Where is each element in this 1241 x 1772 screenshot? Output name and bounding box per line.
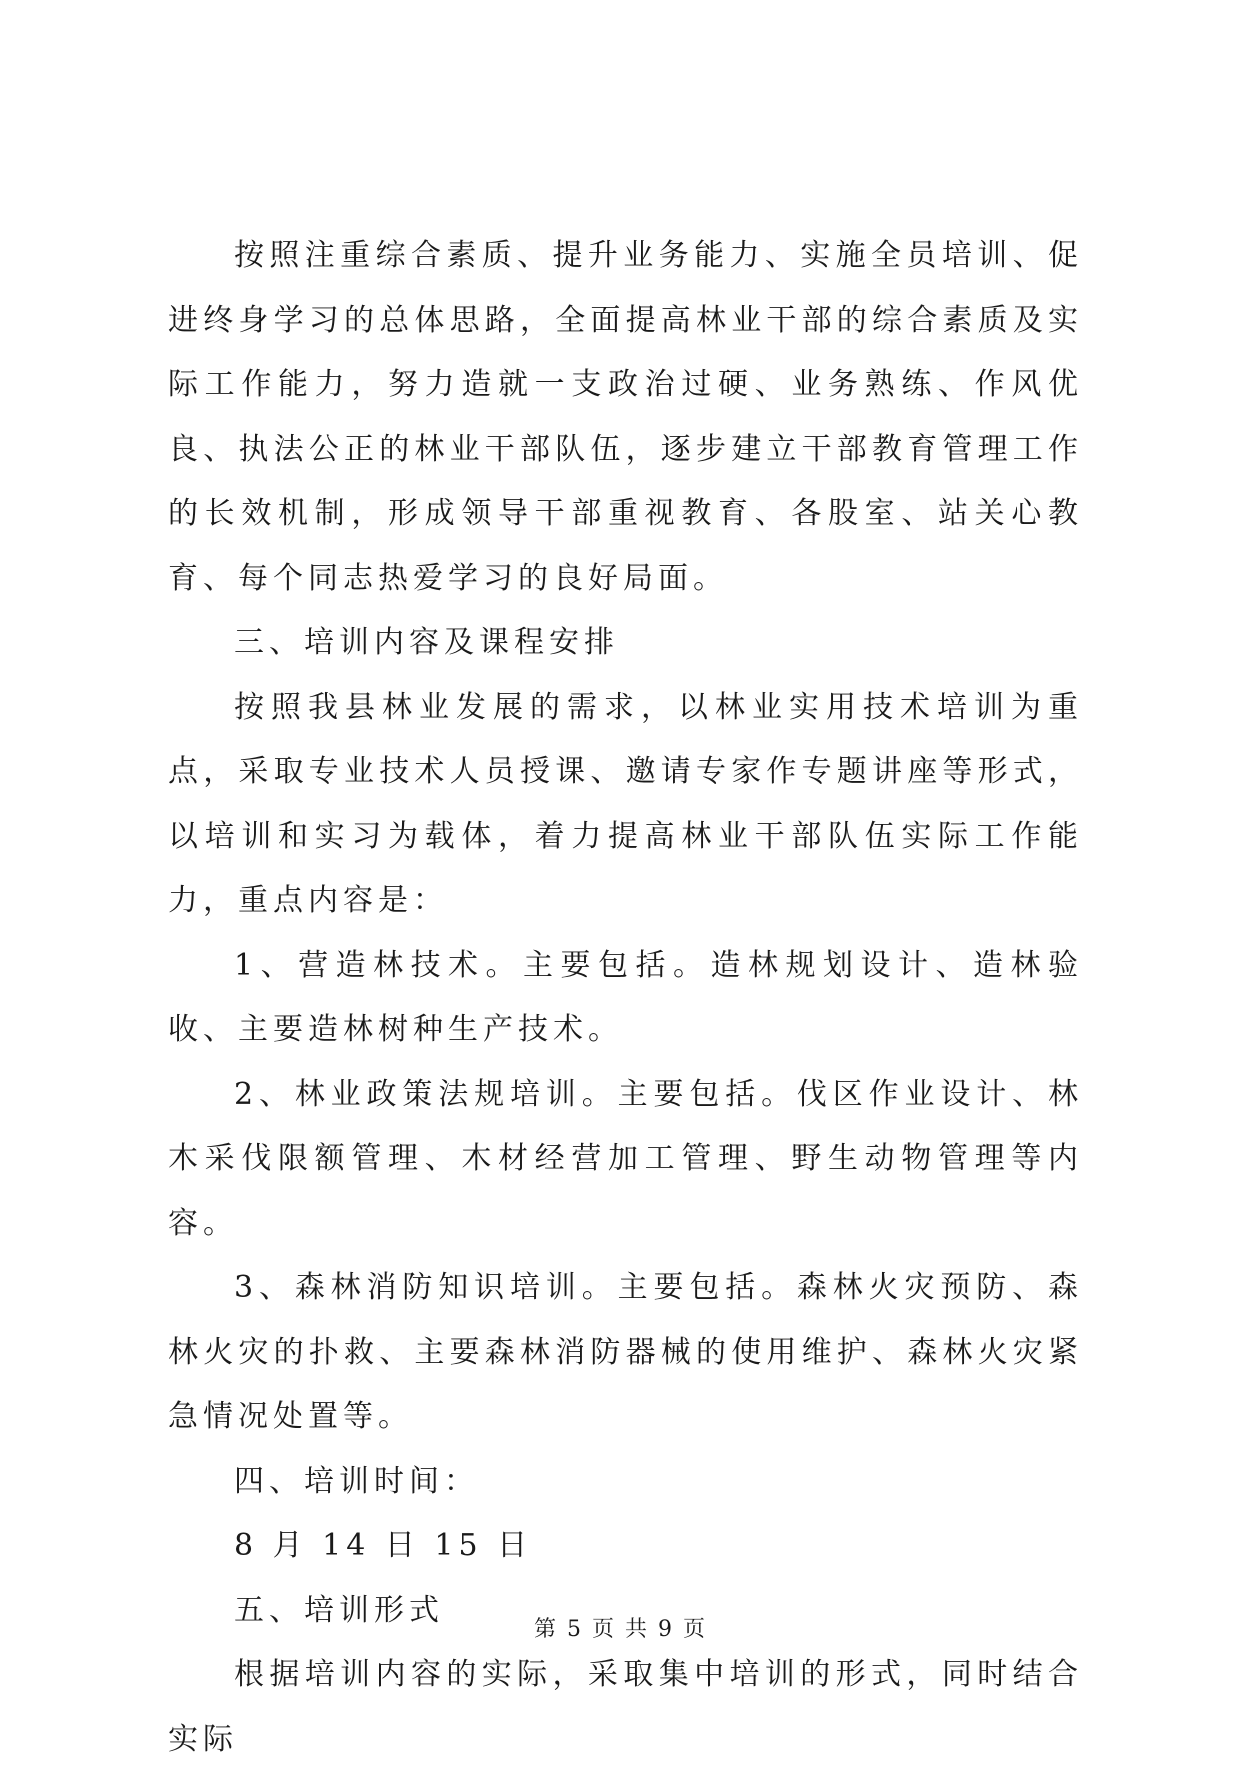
paragraph-general-approach: 按照注重综合素质、提升业务能力、实施全员培训、促进终身学习的总体思路，全面提高林业干部的综合素质及实际工作能力，努力造就一支政治过硬、业务熟练、作风优良、执法公正的林业干部队伍，逐步建立干部教育管理工作的长效机制，形成领导干部重视教育、各股室、站关心教育、每个同志热爱学习的良好局面。	[168, 238, 1083, 596]
heading-training-form: 五、培训形式	[234, 1592, 444, 1628]
heading-training-content: 三、培训内容及课程安排	[234, 625, 619, 660]
list-item-afforestation: 1、营造林技术。主要包括。造林规划设计、造林验收、主要造林树种生产技术。	[168, 947, 1083, 1047]
paragraph-training-content: 按照我县林业发展的需求，以林业实用技术培训为重点，采取专业技术人员授课、邀请专家作专题讲座等形式，以培训和实习为载体，着力提高林业干部队伍实际工作能力，重点内容是：	[168, 689, 1083, 918]
document-body	[168, 224, 1083, 1772]
heading-training-time: 四、培训时间：	[234, 1463, 479, 1499]
paragraph-training-form: 根据培训内容的实际，采取集中培训的形式，同时结合实际	[168, 1657, 1083, 1757]
training-date: 8 月 14 日 15 日	[234, 1528, 533, 1563]
page-number-footer: 第 5 页 共 9 页	[534, 1617, 707, 1642]
list-item-policy-regulations: 2、林业政策法规培训。主要包括。伐区作业设计、林木采伐限额管理、木材经营加工管理、野生动物管理等内容。	[168, 1076, 1083, 1241]
list-item-fire-prevention: 3、森林消防知识培训。主要包括。森林火灾预防、森林火灾的扑救、主要森林消防器械的使用维护、森林火灾紧急情况处置等。	[168, 1270, 1083, 1434]
